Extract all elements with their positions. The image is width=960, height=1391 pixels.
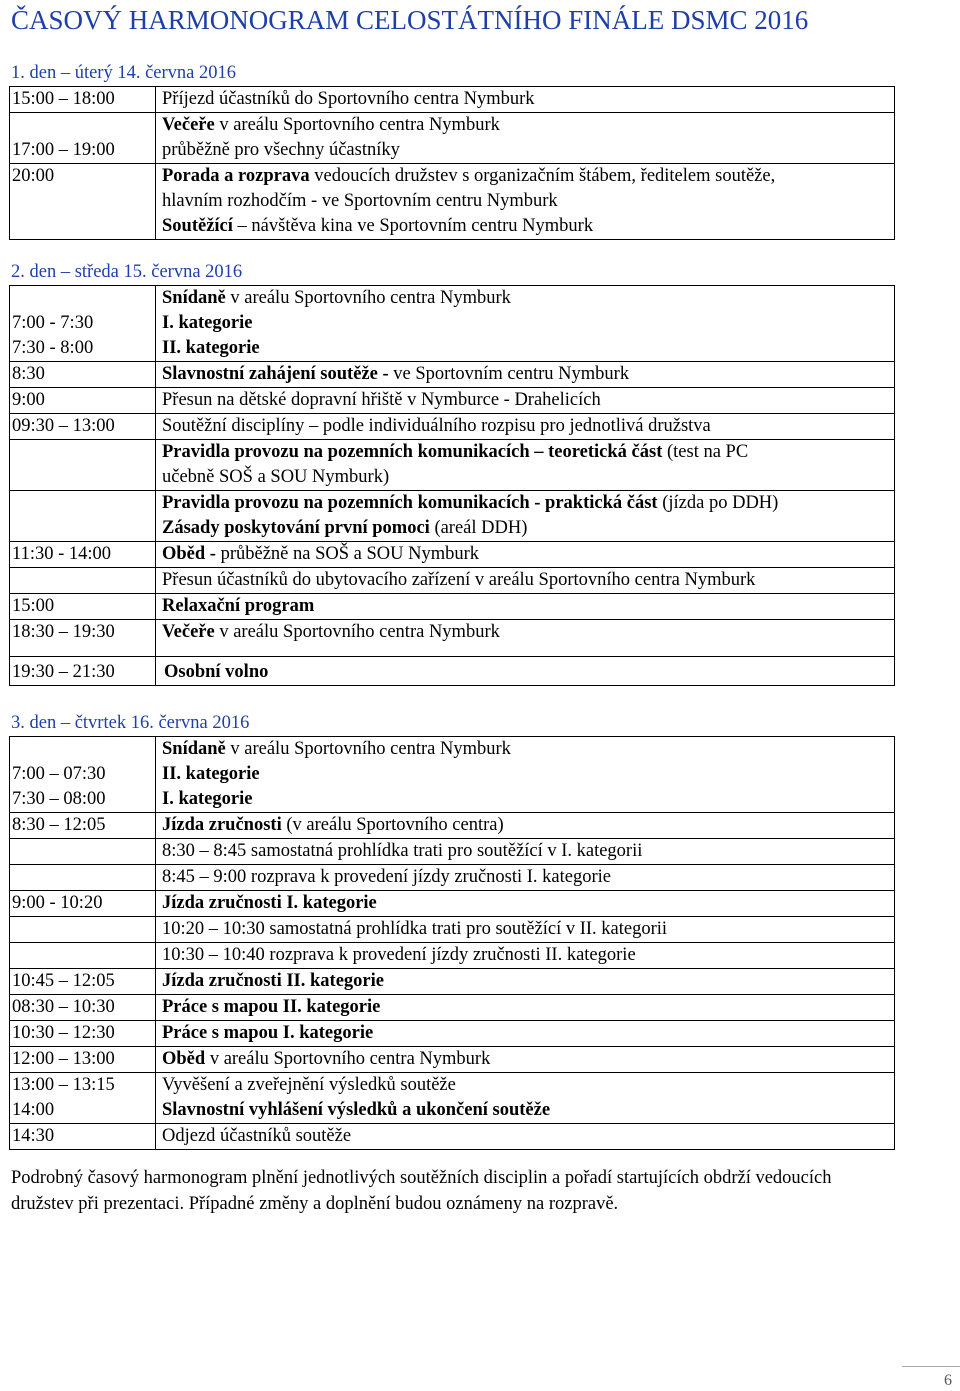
table-row <box>10 995 895 1021</box>
time-cell: 15:00 – 18:00 <box>10 87 156 113</box>
activity-cell: Oběd v areálu Sportovního centra Nymburk <box>156 1047 895 1073</box>
table-row <box>10 865 895 891</box>
table-row <box>10 620 895 657</box>
table-row <box>10 917 895 943</box>
time-cell: 8:30 <box>10 362 156 388</box>
time-cell: 10:45 – 12:05 <box>10 969 156 995</box>
activity-cell: 10:20 – 10:30 samostatná prohlídka trati pro soutěžící v II. kategorii <box>156 917 895 943</box>
activity-cell: Osobní volno <box>156 657 895 686</box>
activity-cell: Práce s mapou I. kategorie <box>156 1021 895 1047</box>
activity-cell: 8:45 – 9:00 rozprava k provedení jízdy zručnosti I. kategorie <box>156 865 895 891</box>
time-cell: 8:30 – 12:05 <box>10 813 156 839</box>
table-row <box>10 491 895 542</box>
table-row <box>10 891 895 917</box>
activity-cell: 8:30 – 8:45 samostatná prohlídka trati pro soutěžící v I. kategorii <box>156 839 895 865</box>
activity-cell: Přesun účastníků do ubytovacího zařízení v areálu Sportovního centra Nymburk <box>156 568 895 594</box>
time-cell: 13:00 – 13:15 14:00 <box>10 1073 156 1124</box>
table-row <box>10 87 895 113</box>
table-row <box>10 440 895 491</box>
table-row <box>10 1021 895 1047</box>
time-cell: 20:00 <box>10 164 156 240</box>
activity-cell: Jízda zručnosti II. kategorie <box>156 969 895 995</box>
activity-cell: Porada a rozprava vedoucích družstev s organizačním štábem, ředitelem soutěže, hlavním rozhodčím - ve Sportovním centru Nymburk Soutěžící – návštěva kina ve Sportovním centru Nymburk <box>156 164 895 240</box>
table-row <box>10 969 895 995</box>
time-cell <box>10 917 156 943</box>
page-number: 6 <box>902 1366 960 1391</box>
table-row <box>10 542 895 568</box>
day3-heading: 3. den – čtvrtek 16. června 2016 <box>11 713 250 733</box>
activity-cell: Pravidla provozu na pozemních komunikacích - praktická část (jízda po DDH) Zásady poskytování první pomoci (areál DDH) <box>156 491 895 542</box>
activity-cell: Jízda zručnosti (v areálu Sportovního centra) <box>156 813 895 839</box>
time-cell <box>10 943 156 969</box>
table-row <box>10 164 895 240</box>
day1-heading: 1. den – úterý 14. června 2016 <box>11 63 237 83</box>
activity-cell: Relaxační program <box>156 594 895 620</box>
table-row <box>10 943 895 969</box>
day3-schedule-table <box>9 736 895 1150</box>
document-title: ČASOVÝ HARMONOGRAM CELOSTÁTNÍHO FINÁLE DSMC 2016 <box>11 5 809 35</box>
time-cell: 10:30 – 12:30 <box>10 1021 156 1047</box>
time-cell <box>10 491 156 542</box>
activity-cell: Slavnostní zahájení soutěže - ve Sportovním centru Nymburk <box>156 362 895 388</box>
time-cell: 7:00 – 07:30 7:30 – 08:00 <box>10 737 156 813</box>
activity-cell: Jízda zručnosti I. kategorie <box>156 891 895 917</box>
activity-cell: 10:30 – 10:40 rozprava k provedení jízdy zručnosti II. kategorie <box>156 943 895 969</box>
time-cell: 9:00 <box>10 388 156 414</box>
footer-note: Podrobný časový harmonogram plnění jednotlivých soutěžních disciplin a pořadí startujících obdrží vedoucích družstev při prezentaci. Případné změny a doplnění budou oznámeny na rozpravě. <box>11 1168 832 1214</box>
table-row <box>10 813 895 839</box>
time-cell: 9:00 - 10:20 <box>10 891 156 917</box>
table-row <box>10 286 895 362</box>
time-cell <box>10 865 156 891</box>
table-row <box>10 1073 895 1124</box>
activity-cell: Vyvěšení a zveřejnění výsledků soutěže Slavnostní vyhlášení výsledků a ukončení soutěže <box>156 1073 895 1124</box>
activity-cell: Oběd - průběžně na SOŠ a SOU Nymburk <box>156 542 895 568</box>
table-row <box>10 414 895 440</box>
time-cell <box>10 839 156 865</box>
time-cell: 12:00 – 13:00 <box>10 1047 156 1073</box>
day1-schedule-table <box>9 86 895 240</box>
activity-cell: Soutěžní disciplíny – podle individuálního rozpisu pro jednotlivá družstva <box>156 414 895 440</box>
activity-cell: Odjezd účastníků soutěže <box>156 1124 895 1150</box>
activity-cell: Večeře v areálu Sportovního centra Nymburk průběžně pro všechny účastníky <box>156 113 895 164</box>
activity-cell: Snídaně v areálu Sportovního centra Nymburk II. kategorie I. kategorie <box>156 737 895 813</box>
time-cell: 17:00 – 19:00 <box>10 113 156 164</box>
time-cell: 19:30 – 21:30 <box>10 657 156 686</box>
time-cell <box>10 568 156 594</box>
activity-cell: Večeře v areálu Sportovního centra Nymburk <box>156 620 895 657</box>
table-row <box>10 388 895 414</box>
activity-cell: Práce s mapou II. kategorie <box>156 995 895 1021</box>
table-row <box>10 113 895 164</box>
time-cell: 14:30 <box>10 1124 156 1150</box>
time-cell: 09:30 – 13:00 <box>10 414 156 440</box>
time-cell: 7:00 - 7:30 7:30 - 8:00 <box>10 286 156 362</box>
table-row <box>10 1047 895 1073</box>
table-row <box>10 568 895 594</box>
activity-cell: Přesun na dětské dopravní hřiště v Nymburce - Drahelicích <box>156 388 895 414</box>
table-row <box>10 657 895 686</box>
activity-cell: Snídaně v areálu Sportovního centra Nymburk I. kategorie II. kategorie <box>156 286 895 362</box>
table-row <box>10 1124 895 1150</box>
activity-cell: Příjezd účastníků do Sportovního centra Nymburk <box>156 87 895 113</box>
table-row <box>10 839 895 865</box>
time-cell: 08:30 – 10:30 <box>10 995 156 1021</box>
time-cell: 18:30 – 19:30 <box>10 620 156 657</box>
time-cell <box>10 440 156 491</box>
table-row <box>10 737 895 813</box>
day2-heading: 2. den – středa 15. června 2016 <box>11 262 243 282</box>
activity-cell: Pravidla provozu na pozemních komunikacích – teoretická část (test na PC učebně SOŠ a SOU Nymburk) <box>156 440 895 491</box>
day2-schedule-table <box>9 285 895 686</box>
time-cell: 11:30 - 14:00 <box>10 542 156 568</box>
table-row <box>10 594 895 620</box>
time-cell: 15:00 <box>10 594 156 620</box>
table-row <box>10 362 895 388</box>
